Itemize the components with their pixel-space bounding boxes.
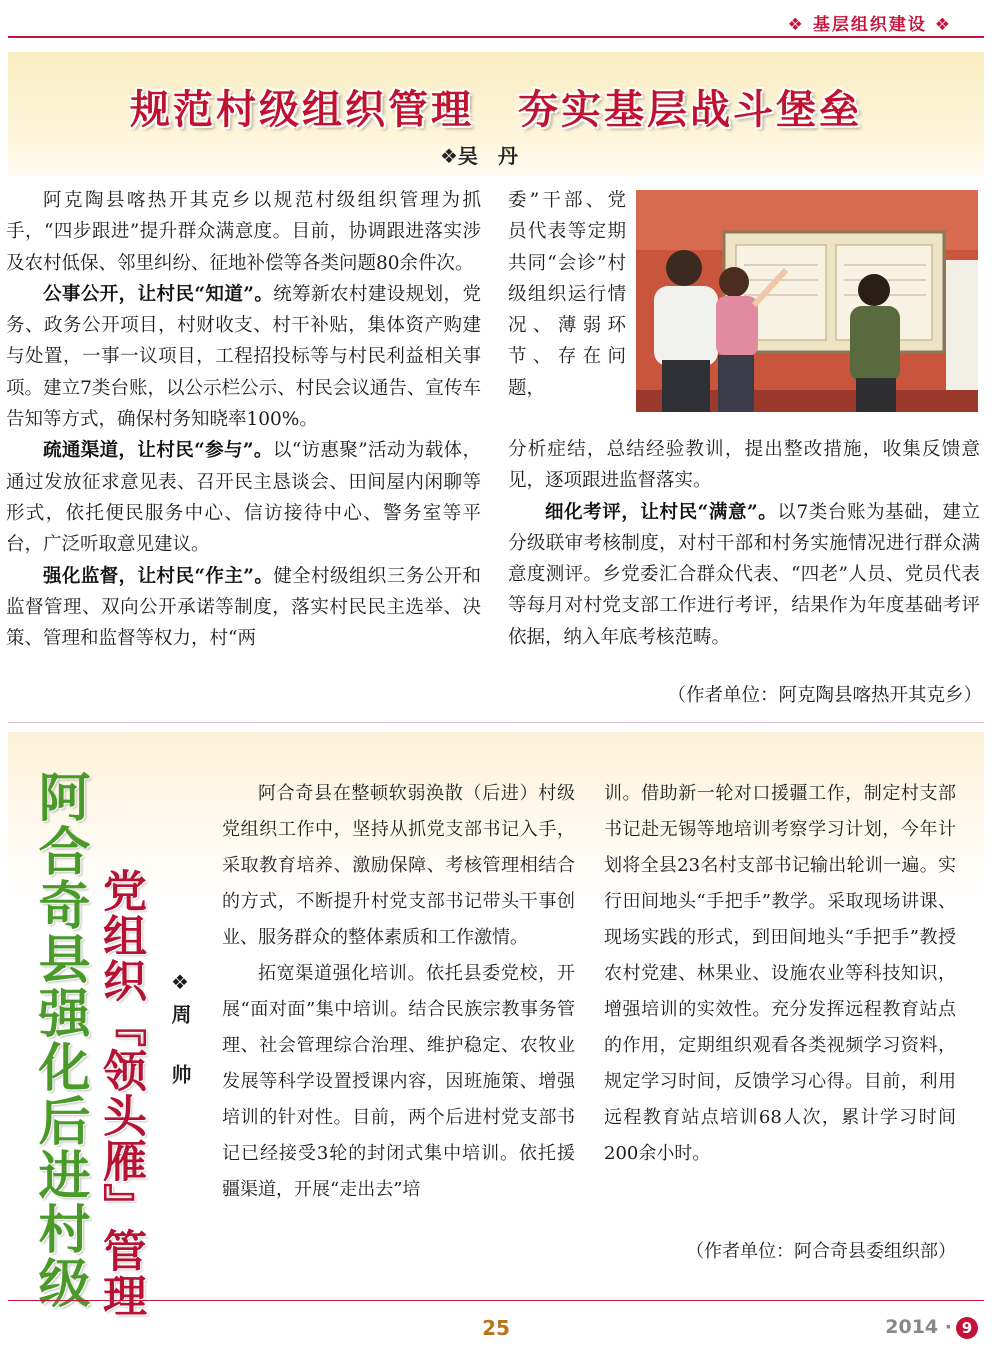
article1-narrow-column xyxy=(508,185,626,404)
photo-illustration xyxy=(636,190,978,412)
article1-column-left xyxy=(6,185,481,654)
article1-para4 xyxy=(6,561,481,655)
article1-photo xyxy=(636,190,978,412)
article1-author: ❖吴 丹 xyxy=(440,144,518,168)
article2-title-sub: 党组织『领头雁』管理 xyxy=(95,868,146,1318)
para3-body: 以“访惠聚”活动为载体，通过发放征求意见表、召开民主恳谈会、田间屋内闲聊等形式，依托便民服务中心、信访接待中心、警务室等平台，广泛听取意见建议。 xyxy=(6,440,481,556)
para4-continued: 分析症结，总结经验教训，提出整改措施，收集反馈意见，逐项跟进监督落实。 xyxy=(508,439,980,492)
bottom-rule xyxy=(8,1300,984,1301)
article1-column-right xyxy=(508,434,980,653)
article1-para2 xyxy=(6,279,481,435)
section-tag: ❖ 基层组织建设 ❖ xyxy=(787,15,952,35)
para4-heading: 强化监督，让村民“作主”。 xyxy=(43,565,274,587)
article2-title-main: 阿合奇县强化后进村级 xyxy=(29,770,89,1310)
article2-column-right xyxy=(604,776,956,1172)
issue-number-badge: 9 xyxy=(956,1317,978,1339)
narrow-text: 委”干部、党员代表等定期共同“会诊”村级组织运行情况、薄弱环节、存在问题， xyxy=(508,190,626,399)
article1-para5 xyxy=(508,497,980,653)
issue-dot: · xyxy=(944,1316,952,1338)
title-part-b: 夯实基层战斗堡垒 xyxy=(518,87,862,133)
article2-credit: （作者单位：阿合奇县委组织部） xyxy=(686,1241,956,1262)
para2-heading: 公事公开，让村民“知道”。 xyxy=(43,283,274,305)
para5-body: 以7类台账为基础，建立分级联审考核制度，对村干部和村务实施情况进行群众满意度测评。乡党委汇合群众代表、“四老”人员、党员代表等每月对村党支部工作进行考评，结果作为年度基础考评依据，纳入年底考核范畴。 xyxy=(508,501,980,648)
article1-title xyxy=(0,78,992,135)
title-part-a: 规范村级组织管理 xyxy=(130,87,474,133)
page-number: 25 xyxy=(482,1316,510,1340)
article1-para3 xyxy=(6,435,481,560)
article1-credit: （作者单位：阿克陶县喀热开其克乡） xyxy=(667,685,982,706)
issue-year: 2014 xyxy=(885,1316,939,1338)
top-rule xyxy=(8,36,984,38)
para2-body: 统筹新农村建设规划，党务、政务公开项目，村财收支、村干补贴，集体资产购建与处置，一事一议项目，工程招投标等与村民利益相关事项。建立7类台账，以公示栏公示、村民会议通告、宣传车告知等方式，确保村务知晓率100%。 xyxy=(6,283,481,431)
article2-para1: 阿合奇县在整顿软弱涣散（后进）村级党组织工作中，坚持从抓党支部书记入手，采取教育培养、激励保障、考核管理相结合的方式，不断提升村党支部书记带头干事创业、服务群众的整体素质和工作激情。 xyxy=(222,783,575,948)
article2-para2-continued: 训。借助新一轮对口援疆工作，制定村支部书记赴无锡等地培训考察学习计划，今年计划将全县23名村支部书记输出轮训一遍。实行田间地头“手把手”教学。采取现场讲课、现场实践的形式，到田间地头“手把手”教授农村党建、林果业、设施农业等科技知识，增强培训的实效性。充分发挥远程教育站点的作用，定期组织观看各类视频学习资料，规定学习时间，反馈学习心得。目前，利用远程教育站点培训68人次，累计学习时间200余小时。 xyxy=(604,783,956,1164)
middle-rule xyxy=(8,722,984,723)
article1-intro: 阿克陶县喀热开其克乡以规范村级组织管理为抓手，“四步跟进”提升群众满意度。目前，协调跟进落实涉及农村低保、邻里纠纷、征地补偿等各类问题80余件次。 xyxy=(6,190,481,274)
article2-author: ❖周 帅 xyxy=(168,970,192,1094)
para3-heading: 疏通渠道，让村民“参与”。 xyxy=(43,440,273,462)
issue-label xyxy=(885,1316,978,1339)
para5-heading: 细化考评，让村民“满意”。 xyxy=(545,501,778,523)
para4-body: 健全村级组织三务公开和监督管理、双向公开承诺等制度，落实村民民主选举、决策、管理和监督等权力，村“两 xyxy=(6,565,481,650)
article2-para2: 拓宽渠道强化培训。依托县委党校，开展“面对面”集中培训。结合民族宗教事务管理、社会管理综合治理、维护稳定、农牧业发展等科学设置授课内容，因班施策、增强培训的针对性。目前，两个后进村党支部书记已经接受3轮的封闭式集中培训。依托援疆渠道，开展“走出去”培 xyxy=(222,963,575,1200)
article2-column-left xyxy=(222,776,575,1208)
